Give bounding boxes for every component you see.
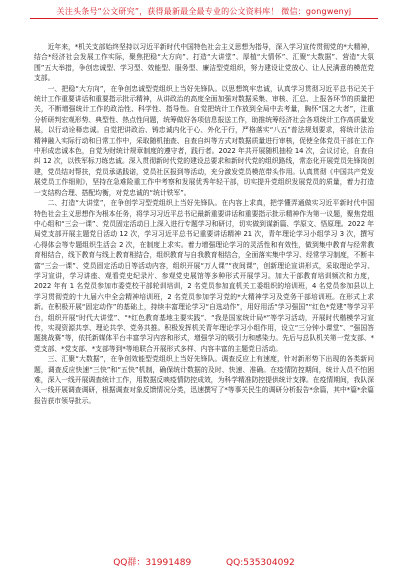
banner-divider (30, 18, 378, 19)
footer-contact (0, 555, 408, 568)
footer-qq: QQ:535304092 (226, 558, 295, 568)
paragraph-section-1: 一、把稳“大方向”，在争创忠诚型党组织上当好先锋队。以思想筑牢忠诚，认真学习贯彻习近平总书记关于统计工作重要讲话和重要指示批示精神，从讲政治的高度全面加强对数据采集、审核、汇总、上报各环节的质量把关，不断增强统计工作的政治性、科学性、指导性。自觉把统计工作放到全局中去考量，胸怀“国之大者”，注重分析研判宏观形势、典型性、热点性问题，统筹做好各项信息报送工作，助推统筹经济社会各项统计工作高质量发展，以行动诠释忠诚。自觉把讲政治、铸忠诚内化于心、外化于行，严格落实“八五”普法规划要求，将统计法治精神融入实际行动和日常工作中，采取随机抽查、自查自纠等方式对数据质量进行审核，促使全体党员干部在工作中形成忠诚本色，自觉为财统计规章制度的遵守者，践行者。2022 年共开展随机抽检 14 次，会议讨论，自查自纠 12 次，以铁军标刀练忠诚。深入贯彻新时代党的建设总要求和新时代党的组织路线，常态化开展党员先锋岗创建，党员结对帮扶，党员承诺践诺，党员社区报到等活动，充分激发党员模范带头作用。认真贯彻《中国共产党发展党员工作细则》，坚持在急难险重工作中考察和发展优秀年轻干部，切实提升党组织发展党员的质量，着力打造一支结构合理、搭配均衡，对党忠诚的“统计铁军”。 (34, 84, 374, 197)
article-body (34, 42, 374, 406)
paragraph-section-3: 三、汇聚“大数据”，在争创效能型党组织上当好先锋队。调查反应上有速度，针对新形势下出现的各类新问题，调查反应快速“三快”和“五快”机制，确保统计数据的及时、快速、准确。在疫情防控期间，统计人员不怕困难，深入一线开展调查统计工作，用数据反映疫情防控成效，为科学精准防控提供统计支撑。在疫情期间，我队深入一线开展调查调研，根据调查对象反馈情况分类，迅速撰写了*等事关民生的调研分析报告*余篇，其中*篇*余篇报告获市领导批示。 (34, 355, 374, 405)
footer-qq-group: QQ群：31991489 (113, 558, 192, 568)
paragraph-section-2: 二、打造“大讲堂”，在争创学习型党组织上当好先锋队。在内容上求真，把学懂弄通做实习近平新时代中国特色社会主义思想作为根本任务，将学习习近平总书记最新重要讲话和重要指示批示精神作为第一议题，聚焦党组中心组和“三会一课”、党员固定活动日上深入进行专题学习和研讨，切实做到谋新篇、学原文、悟原理。2022 年局党支部开展主题党日活动 12 次，学习习近平总书记重要讲话精神 21 次，青年理论学习小组学习 3 次，撰写心得体会等专题组织生活会 2 次，在制度上求实。着力增强理论学习的灵活性和有效性，做到集中教育与经常教育相结合，线下教育与线上教育相结合，组织教育与自我教育相结合，全面落实集中学习、经常学习制度，不断丰富“三会一课”、党员固定活动日等活动内容，组织开展“万人课”“夜间课”，创新理论宣讲形式，采取理论学习、学习宣讲，学习讲座、观看党史纪录片、参观党史展馆等多种形式开展学习。加大干部教育培训频次和力度，2022 年有 1 名党员参加市委党校干部轮训培训，2 名党员参加直机关工委组织的培训班，4 名党员参加县以上学习贯彻党的十九届六中全会精神培训班，2 名党员参加学习党的*大精神学习及党务干部培训班。在形式上求新。在积极开展“固定动作”的基础上，持续丰富理论学习“自选动作”，用好用活“学习强国”“红色*党建”等学习平台，组织开展“时代大讲堂”、“*红色教育基地主要实践”、“我是国家统计局*”等学习活动，开展时代楷模学习宣传，实现资源共享、理论共学、党务共推。积极发挥机关青年理论学习小组作用，设立“三分钟小课堂”、“强国答题挑战赛”等，依托新媒体平台丰富学习内容和形式，增强学习的吸引力和感染力。先后与总队机关第一党支部、*党支部、*党支部、*支部等到*等地联合开展形式多样、内容丰富的主题党日活动。 (34, 199, 374, 353)
paragraph-intro: 近年来，*机关支部始终坚持以习近平新时代中国特色社会主义思想为指导，深入学习宣传贯彻党的*大精神，结合*经济社会发展工作实际，聚焦把稳“大方向”、打造“大讲堂”、厚植“大情怀”、汇聚“大数据”、营造“大氛围”五大举措，争创忠诚型、学习型、效能型、服务型、廉洁型党组织，努力建设让党放心、让人民满意的模范党支部。 (34, 43, 374, 83)
top-banner: 关注头条号“公文研究”，获得最新最全最专业的公文资料库！ 微信：gongwenyj (56, 7, 352, 16)
